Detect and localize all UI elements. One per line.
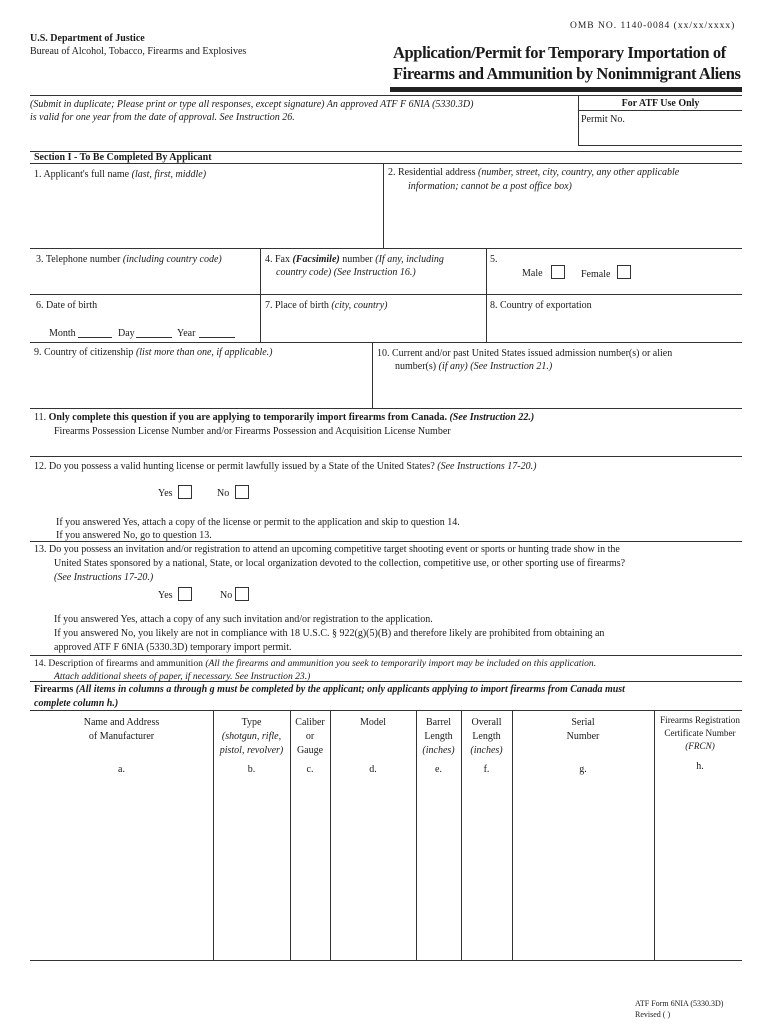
firearms-heading: Firearms (All items in columns a through g must be completed by the applicant; only applicants applying to import firearms from Canada must <box>34 684 625 695</box>
col-g-header2: Number <box>566 731 600 742</box>
q12-no-label: No <box>217 488 230 499</box>
q12-yes-checkbox[interactable] <box>178 485 192 499</box>
year-label: Year <box>177 328 196 339</box>
col-d-letter: d. <box>369 764 377 775</box>
title-rule <box>390 87 742 92</box>
month-label: Month <box>49 328 76 339</box>
permit-no-field[interactable] <box>622 112 744 128</box>
col-h-header2: Certificate Number <box>664 728 736 738</box>
department-name: U.S. Department of Justice <box>30 33 145 44</box>
birth-day-field[interactable] <box>136 324 176 339</box>
form-title-line2: Firearms and Ammunition by Nonimmigrant Aliens <box>393 64 741 83</box>
col-h-letter: h. <box>696 761 704 772</box>
male-checkbox[interactable] <box>551 265 565 279</box>
q1-label: 1. Applicant's full name (last, first, middle) <box>34 169 207 180</box>
q13-note3: approved ATF F 6NIA (5330.3D) temporary import permit. <box>54 642 292 653</box>
q12-label: 12. Do you possess a valid hunting license or permit lawfully issued by a State of the United States? (See Instructions 17-20.) <box>34 461 537 472</box>
form-title-line1: Application/Permit for Temporary Importation of <box>393 43 726 62</box>
q10-label-line1: 10. Current and/or past United States issued admission number(s) or alien <box>377 348 673 359</box>
female-checkbox[interactable] <box>617 265 631 279</box>
atf-use-title: For ATF Use Only <box>621 98 700 109</box>
col-f-header2: Length <box>472 731 501 742</box>
birth-year-field[interactable] <box>199 324 239 339</box>
section1-heading: Section I - To Be Completed By Applicant <box>34 152 212 163</box>
col-f-letter: f. <box>483 764 490 775</box>
q13-no-label: No <box>220 590 233 601</box>
omb-number: OMB NO. 1140-0084 (xx/xx/xxxx) <box>570 21 736 31</box>
col-g-letter: g. <box>579 764 587 775</box>
q11-line2: Firearms Possession License Number and/or Firearms Possession and Acquisition License Number <box>54 426 451 437</box>
q14-hint-line2: Attach additional sheets of paper, if necessary. See Instruction 23.) <box>54 671 311 682</box>
q12-note1: If you answered Yes, attach a copy of the license or permit to the application and skip to question 14. <box>56 517 460 528</box>
col-c-header3: Gauge <box>296 745 324 756</box>
col-e-header2: Length <box>424 731 453 742</box>
admission-number-field[interactable] <box>380 380 742 398</box>
male-label: Male <box>522 268 543 279</box>
col-e-letter: e. <box>435 764 442 775</box>
q12-note2: If you answered No, go to question 13. <box>56 530 212 541</box>
firearms-license-field[interactable] <box>54 440 742 456</box>
q14-label: 14. Description of firearms and ammunition (All the firearms and ammunition you seek to temporarily import may be included on this application. <box>34 658 597 669</box>
q10-label-line2: number(s) (if any) (See Instruction 21.) <box>395 361 553 372</box>
q11-label: 11. Only complete this question if you are applying to temporarily import firearms from Canada. (See Instruction 22.) <box>34 412 535 423</box>
q6-label: 6. Date of birth <box>36 300 98 311</box>
col-c-header2: or <box>305 731 315 742</box>
form-number: ATF Form 6NIA (5330.3D) <box>635 999 724 1008</box>
firearms-heading-line2: complete column h.) <box>34 698 119 709</box>
q2-hint-line2: information; cannot be a post office box) <box>408 181 572 192</box>
col-b-header2: (shotgun, rifle, <box>221 731 282 742</box>
col-a-letter: a. <box>118 764 125 775</box>
q4-hint-line2: country code) (See Instruction 16.) <box>276 267 416 278</box>
q4-label: 4. Fax (Facsimile) number (If any, including <box>265 254 444 265</box>
q7-label: 7. Place of birth (city, country) <box>265 300 388 311</box>
col-f-header3: (inches) <box>470 745 503 756</box>
col-d-header1: Model <box>359 717 387 728</box>
col-b-letter: b. <box>247 764 256 775</box>
q2-label: 2. Residential address (number, street, city, country, any other applicable <box>388 167 680 178</box>
telephone-field[interactable] <box>36 276 260 292</box>
col-b-header1: Type <box>241 717 262 728</box>
day-label: Day <box>118 328 135 339</box>
applicant-name-field[interactable] <box>36 190 380 208</box>
q13-note1: If you answered Yes, attach a copy of any such invitation and/or registration to the application. <box>54 614 433 625</box>
col-a-header2: of Manufacturer <box>88 731 155 742</box>
col-f-header1: Overall <box>471 717 502 728</box>
q9-label: 9. Country of citizenship (list more than one, if applicable.) <box>34 347 273 358</box>
place-of-birth-field[interactable] <box>265 318 487 334</box>
instructions-line1: (Submit in duplicate; Please print or type all responses, except signature) An approved ATF F 6NIA (5330.3D) <box>30 99 474 110</box>
citizenship-field[interactable] <box>36 370 370 388</box>
q12-no-checkbox[interactable] <box>235 485 249 499</box>
col-e-header3: (inches) <box>422 745 455 756</box>
q13-hint: (See Instructions 17-20.) <box>54 572 154 583</box>
birth-month-field[interactable] <box>78 324 116 339</box>
q12-yes-label: Yes <box>158 488 173 499</box>
col-e-header1: Barrel <box>426 717 451 728</box>
female-label: Female <box>581 269 611 280</box>
col-a-header1: Name and Address <box>83 717 160 728</box>
permit-no-label: Permit No. <box>581 114 625 125</box>
country-of-exportation-field[interactable] <box>490 318 742 334</box>
col-b-header3: pistol, revolver) <box>219 745 284 756</box>
q8-label: 8. Country of exportation <box>490 300 592 311</box>
col-h-header3: (FRCN) <box>685 741 715 751</box>
residential-address-field[interactable] <box>390 200 744 218</box>
instructions-line2: is valid for one year from the date of approval. See Instruction 26. <box>30 112 295 123</box>
q5-label: 5. <box>490 254 498 265</box>
q13-yes-checkbox[interactable] <box>178 587 192 601</box>
col-c-header1: Caliber <box>295 717 325 728</box>
q13-line1: 13. Do you possess an invitation and/or registration to attend an upcoming competitive target shooting event or sports or hunting trade show in the <box>34 544 620 555</box>
bureau-name: Bureau of Alcohol, Tobacco, Firearms and Explosives <box>30 46 247 57</box>
col-h-header1: Firearms Registration <box>660 715 740 725</box>
q13-no-checkbox[interactable] <box>235 587 249 601</box>
q13-yes-label: Yes <box>158 590 173 601</box>
col-c-letter: c. <box>306 764 314 775</box>
col-g-header1: Serial <box>571 717 595 728</box>
q3-label: 3. Telephone number (including country code) <box>36 254 222 265</box>
q13-line2: United States sponsored by a national, State, or local organization devoted to the collection, competitive use, or other sporting use of firearms? <box>54 558 626 569</box>
q13-note2: If you answered No, you likely are not in compliance with 18 U.S.C. § 922(g)(5)(B) and therefore likely are prohibited from obtaining an <box>54 628 605 639</box>
revised-date: Revised ( ) <box>635 1010 671 1019</box>
